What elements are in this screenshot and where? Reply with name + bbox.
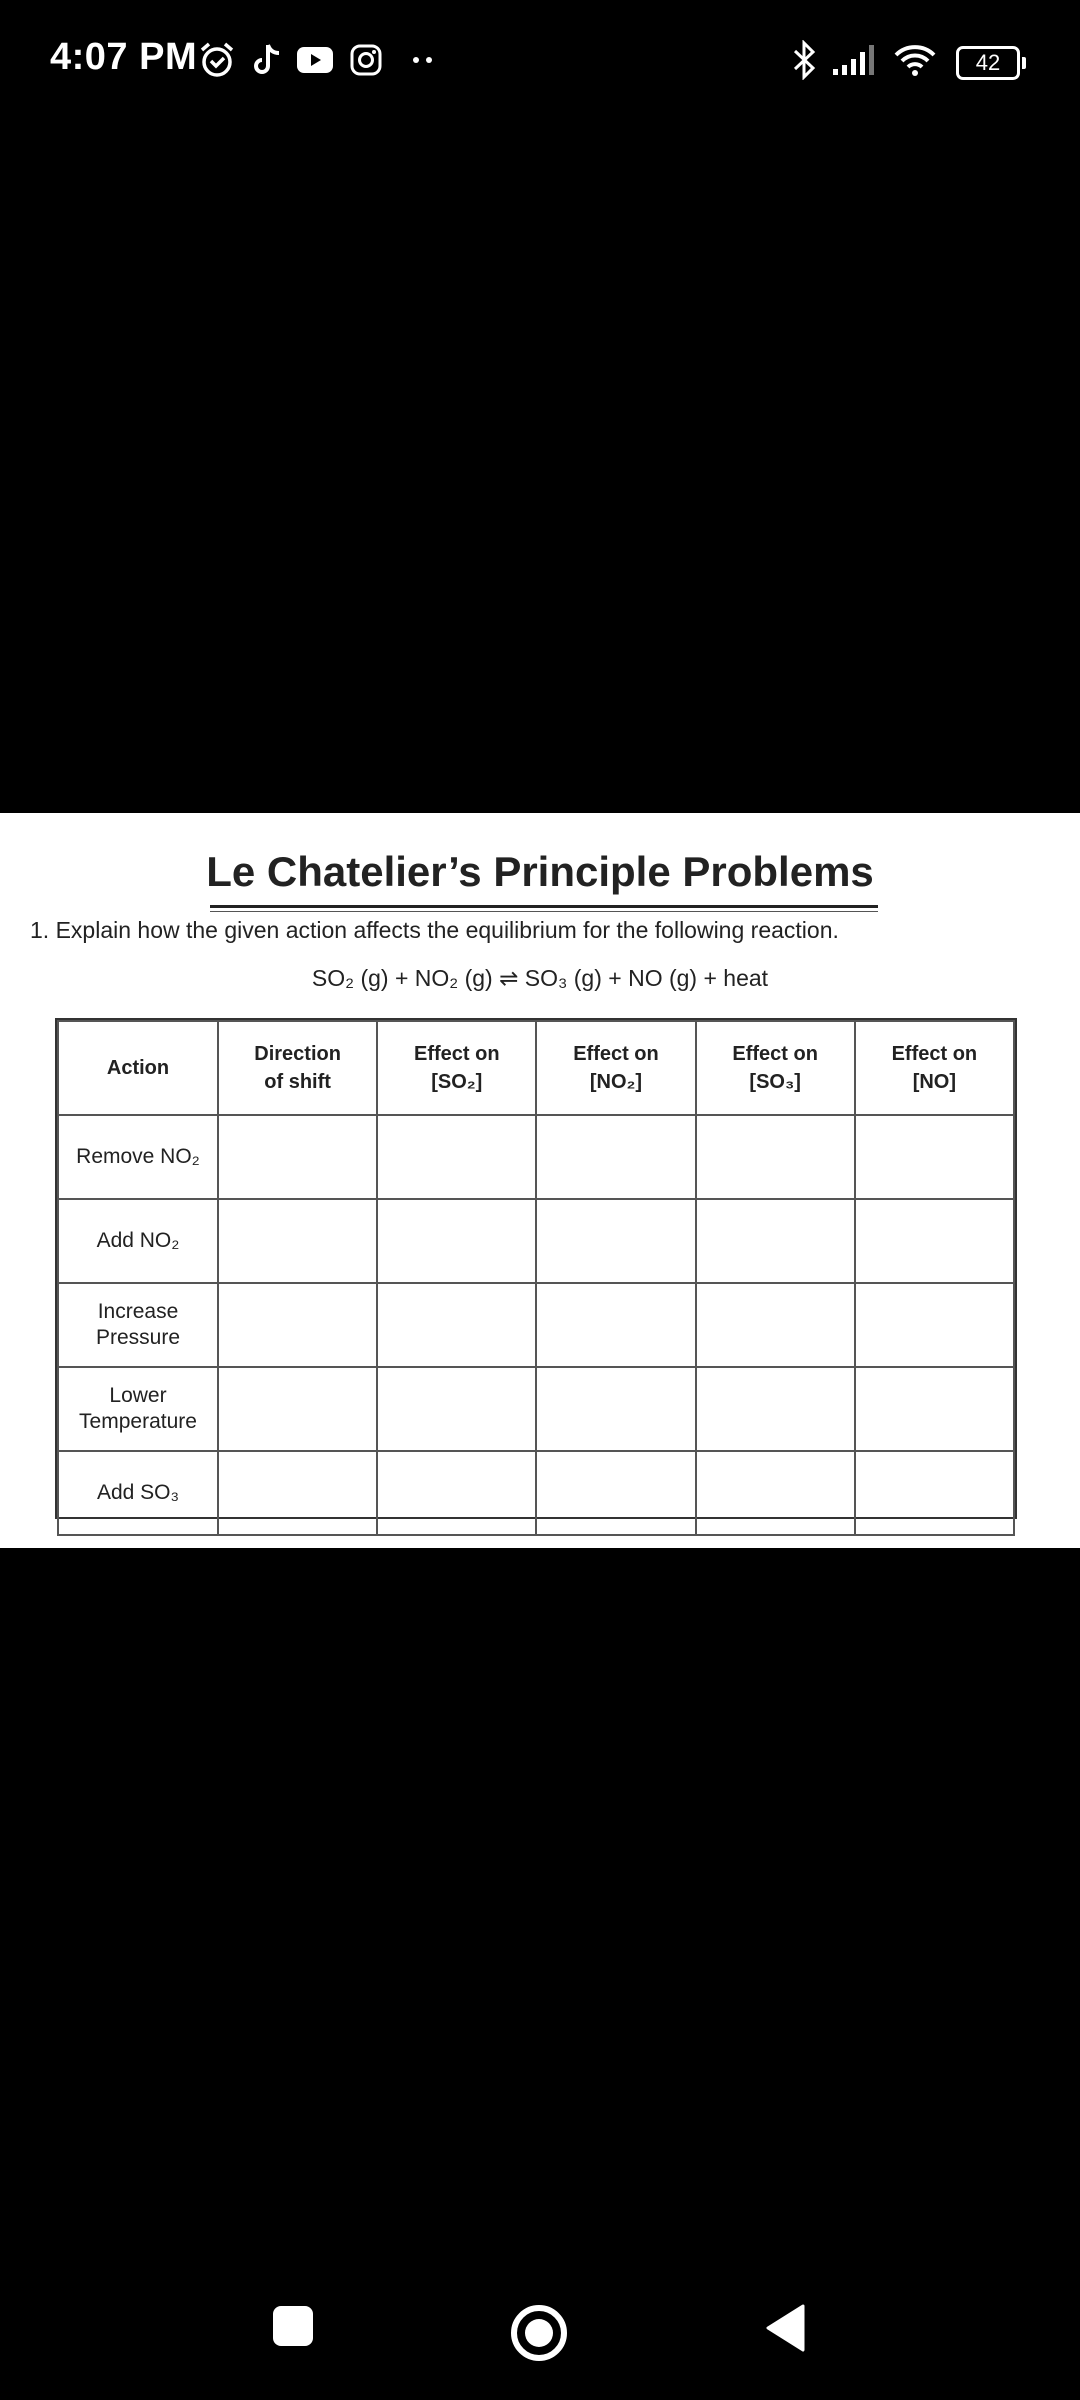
header-effect-so3: Effect on [SO₃] <box>696 1021 855 1115</box>
table-row <box>58 1367 1014 1451</box>
back-button[interactable] <box>762 2303 808 2353</box>
table-row <box>58 1451 1014 1535</box>
empty-cell <box>218 1115 377 1199</box>
effects-table <box>55 1018 1017 1519</box>
action-cell: Add NO₂ <box>58 1199 218 1283</box>
status-bar <box>0 0 1080 120</box>
empty-cell <box>377 1115 536 1199</box>
header-effect-so2: Effect on [SO₂] <box>377 1021 536 1115</box>
table-header-row <box>58 1021 1014 1115</box>
worksheet-title: Le Chatelier’s Principle Problems <box>206 848 874 895</box>
empty-cell <box>855 1115 1014 1199</box>
empty-cell <box>696 1115 855 1199</box>
empty-cell <box>696 1283 855 1367</box>
empty-cell <box>536 1115 695 1199</box>
action-cell: Lower Temperature <box>58 1367 218 1451</box>
empty-cell <box>218 1367 377 1451</box>
action-cell: Increase Pressure <box>58 1283 218 1367</box>
back-icon <box>763 2303 807 2353</box>
title-underline-secondary <box>210 911 878 912</box>
battery-icon <box>956 46 1020 80</box>
action-cell: Add SO₃ <box>58 1451 218 1535</box>
battery-level: 42 <box>975 50 1001 75</box>
empty-cell <box>855 1283 1014 1367</box>
empty-cell <box>855 1199 1014 1283</box>
youtube-icon <box>296 40 334 80</box>
bluetooth-icon <box>790 40 820 80</box>
home-button[interactable] <box>509 2303 569 2363</box>
more-dots-icon <box>410 40 436 80</box>
empty-cell <box>696 1199 855 1283</box>
empty-cell <box>377 1451 536 1535</box>
empty-cell <box>696 1367 855 1451</box>
header-effect-no2: Effect on [NO₂] <box>536 1021 695 1115</box>
empty-cell <box>377 1283 536 1367</box>
empty-cell <box>218 1283 377 1367</box>
empty-cell <box>696 1451 855 1535</box>
wifi-icon <box>893 40 937 80</box>
header-effect-no: Effect on [NO] <box>855 1021 1014 1115</box>
recents-button[interactable] <box>270 2303 316 2349</box>
clock: 4:07 PM <box>50 36 198 78</box>
header-direction: Direction of shift <box>218 1021 377 1115</box>
question-instruction: 1. Explain how the given action affects the equilibrium for the following reaction. <box>30 917 839 943</box>
recents-icon <box>271 2304 315 2348</box>
empty-cell <box>536 1283 695 1367</box>
instagram-icon <box>349 40 383 80</box>
empty-cell <box>218 1451 377 1535</box>
empty-cell <box>536 1367 695 1451</box>
action-cell: Remove NO₂ <box>58 1115 218 1199</box>
table-row <box>58 1199 1014 1283</box>
reaction-equation: SO₂ (g) + NO₂ (g) ⇌ SO₃ (g) + NO (g) + heat <box>311 965 769 991</box>
empty-cell <box>855 1451 1014 1535</box>
home-icon <box>509 2303 569 2363</box>
empty-cell <box>218 1199 377 1283</box>
empty-cell <box>855 1367 1014 1451</box>
signal-icon <box>830 40 880 80</box>
empty-cell <box>536 1199 695 1283</box>
worksheet-image <box>0 813 1080 1548</box>
alarm-icon <box>197 40 237 80</box>
title-underline <box>210 905 878 908</box>
header-action: Action <box>58 1021 218 1115</box>
tiktok-icon <box>250 40 284 80</box>
empty-cell <box>377 1199 536 1283</box>
table-row <box>58 1115 1014 1199</box>
empty-cell <box>377 1367 536 1451</box>
table-row <box>58 1283 1014 1367</box>
empty-cell <box>536 1451 695 1535</box>
